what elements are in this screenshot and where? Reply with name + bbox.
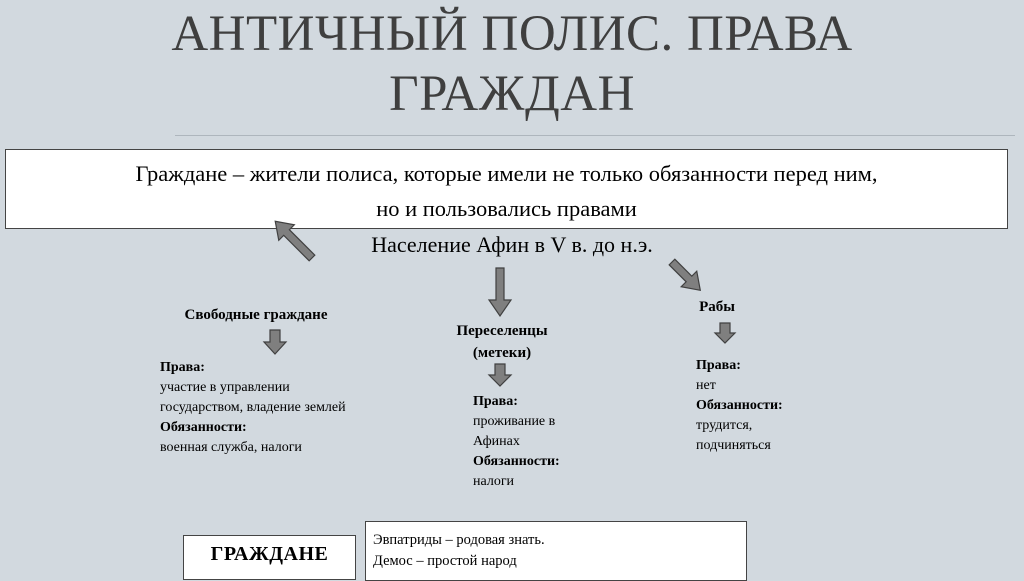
free-citizens-duties-line: военная служба, налоги — [160, 440, 302, 455]
group-free-citizens-details — [160, 358, 400, 458]
settlers-title-line1: Переселенцы — [456, 323, 548, 339]
slaves-rights-label: Права: — [696, 358, 741, 373]
population-heading: Население Афин в V в. до н.э. — [371, 232, 653, 257]
free-citizens-rights-line: государством, владение землей — [160, 400, 346, 415]
slaves-duties-label: Обязанности: — [696, 398, 783, 413]
down-arrow-free-citizens-icon — [264, 330, 286, 354]
settlers-rights-line: проживание в — [473, 414, 556, 429]
group-settlers-details — [473, 392, 633, 492]
citizen-classes-box — [365, 521, 747, 581]
free-citizens-rights-line: участие в управлении — [160, 380, 290, 395]
arrow-to-settlers-icon — [489, 268, 511, 316]
arrow-to-slaves-icon — [664, 254, 708, 298]
slide-title-line2: ГРАЖДАН — [389, 66, 635, 122]
settlers-rights-line: Афинах — [473, 434, 520, 449]
free-citizens-rights-label: Права: — [160, 360, 205, 375]
citizen-class-item: Эвпатриды – родовая знать. — [373, 532, 545, 548]
definition-line1: Граждане – жители полиса, которые имели не только обязанности перед ним, — [135, 161, 878, 186]
definition-line2: но и пользовались правами — [376, 196, 637, 221]
citizen-class-item: Демос – простой народ — [373, 553, 517, 569]
settlers-duties-line: налоги — [473, 474, 515, 489]
settlers-rights-label: Права: — [473, 394, 518, 409]
settlers-duties-label: Обязанности: — [473, 454, 560, 469]
slaves-rights-line: нет — [696, 378, 716, 393]
group-free-citizens-title: Свободные граждане — [184, 307, 328, 323]
free-citizens-duties-label: Обязанности: — [160, 420, 247, 435]
group-slaves-details — [696, 356, 856, 456]
group-slaves-title: Рабы — [699, 299, 735, 315]
citizens-label-box: ГРАЖДАНЕ — [183, 535, 356, 580]
down-arrow-slaves-icon — [715, 323, 735, 343]
slaves-duties-line: трудится, — [696, 418, 753, 433]
slaves-duties-line: подчиняться — [696, 438, 771, 453]
arrow-to-free-citizens-icon — [267, 213, 319, 265]
down-arrow-settlers-icon — [489, 364, 511, 386]
settlers-title-line2: (метеки) — [472, 345, 532, 361]
slide-title-line1: АНТИЧНЫЙ ПОЛИС. ПРАВА — [171, 6, 853, 62]
group-settlers-title — [422, 320, 582, 364]
